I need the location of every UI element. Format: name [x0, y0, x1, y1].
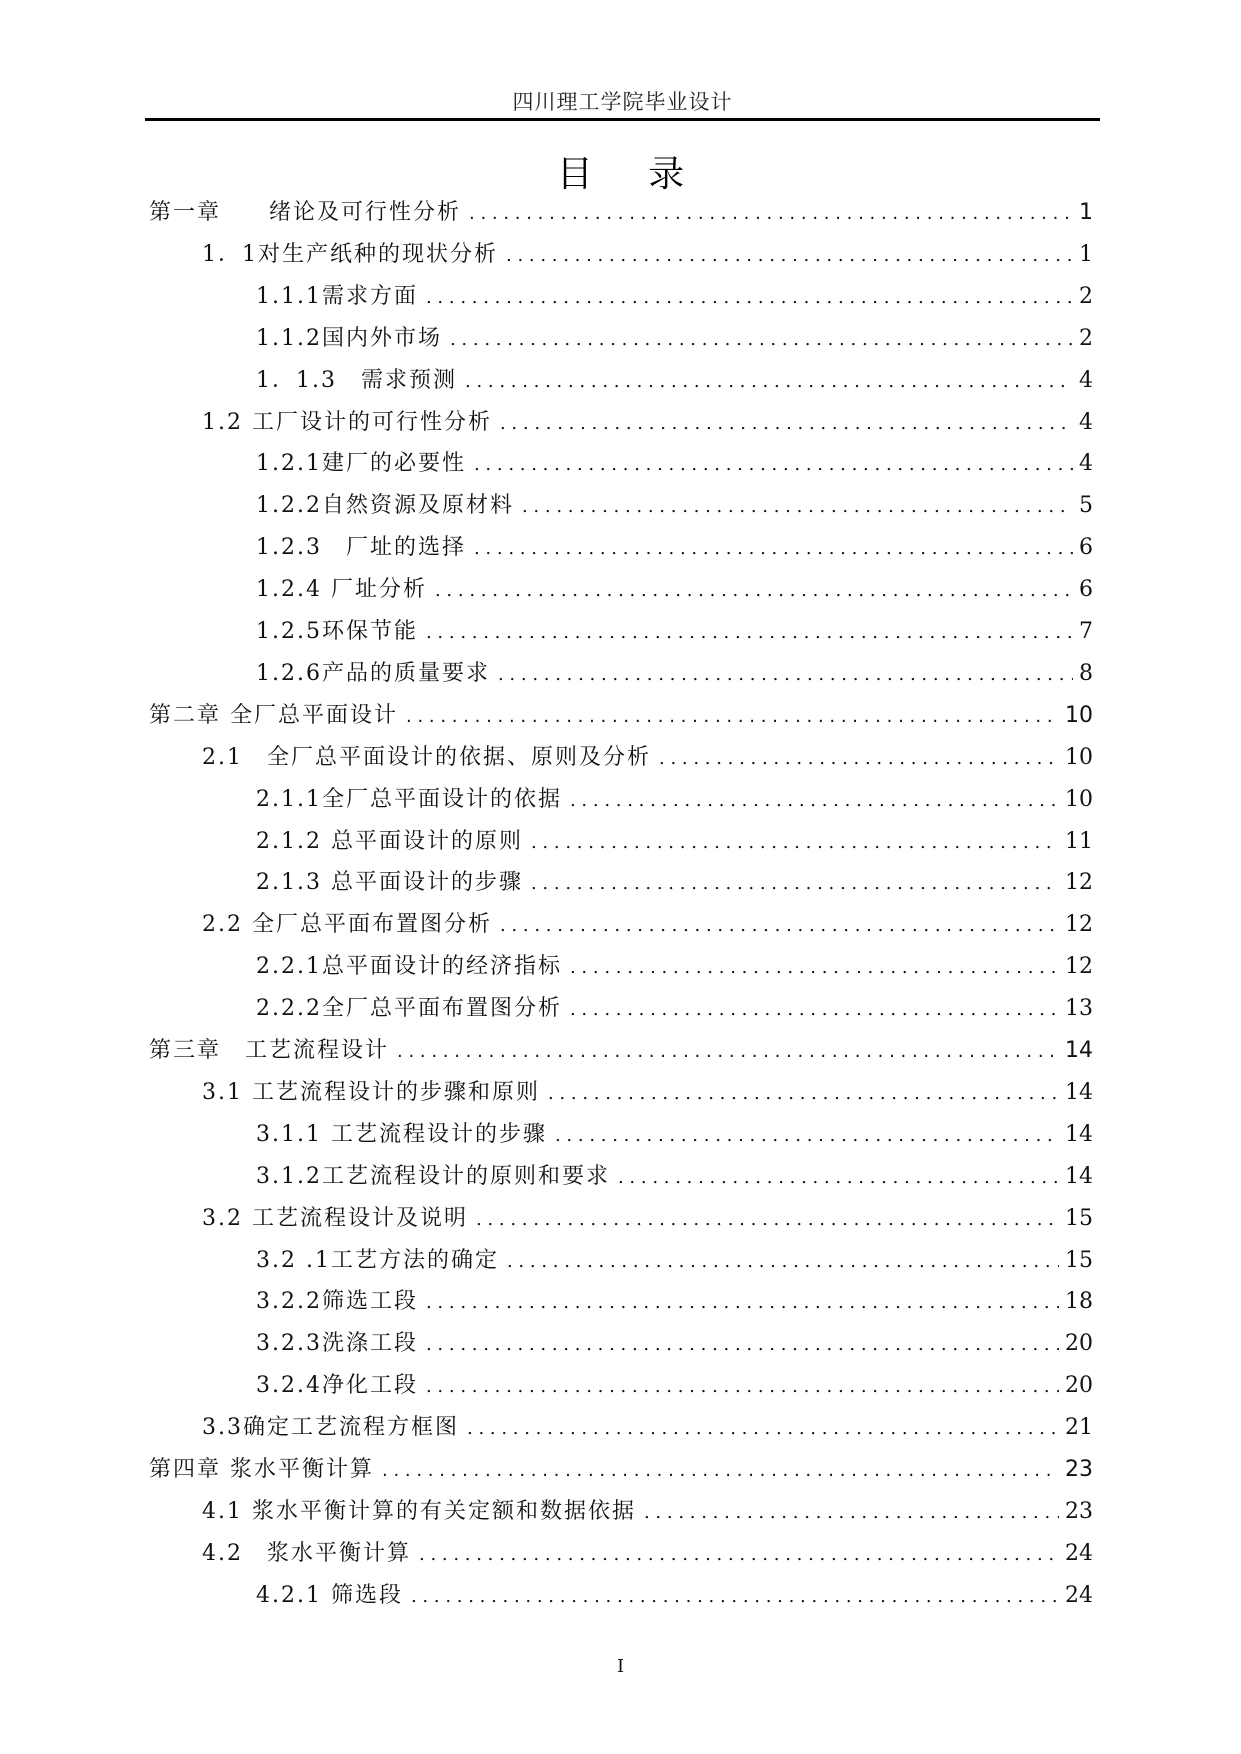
toc-dot-leader [397, 1035, 1059, 1069]
toc-entry-label: 3.2 .1工艺方法的确定 [256, 1247, 499, 1273]
toc-entry-label: 4.2.1 筛选段 [256, 1582, 403, 1608]
toc-entry-page: 5 [1079, 493, 1093, 519]
toc-dot-leader [570, 993, 1059, 1027]
toc-entry-label: 2.1.3 总平面设计的步骤 [256, 870, 523, 896]
toc-entry-label: 1.2.5环保节能 [256, 619, 418, 644]
toc-entry-level2[interactable] [202, 908, 1093, 942]
toc-entry-label: 1.1.1需求方面 [256, 283, 418, 309]
toc-entry-page: 15 [1065, 1247, 1093, 1273]
toc-entry-label: 第三章 工艺流程设计 [149, 1038, 390, 1063]
toc-entry-level3[interactable] [256, 573, 1093, 607]
toc-entry-page: 20 [1065, 1373, 1093, 1399]
toc-entry-label: 2.1 全厂总平面设计的依据、原则及分析 [202, 744, 651, 770]
toc-entry-label: 1.2.4 厂址分析 [256, 577, 427, 603]
toc-entry-page: 7 [1079, 619, 1093, 644]
toc-entry-label: 3.1.1 工艺流程设计的步骤 [256, 1121, 547, 1147]
toc-entry-level3[interactable] [256, 1327, 1093, 1361]
toc-entry-level3[interactable] [256, 280, 1093, 314]
toc-entry-level3[interactable] [256, 364, 1093, 398]
toc-entry-label: 4.2 浆水平衡计算 [202, 1540, 411, 1566]
toc-entry-page: 12 [1065, 954, 1093, 980]
toc-entry-level3[interactable] [256, 950, 1093, 984]
toc-entry-page: 14 [1065, 1163, 1093, 1189]
toc-dot-leader [426, 281, 1073, 315]
toc-dot-leader [555, 1119, 1059, 1153]
toc-entry-page: 15 [1065, 1205, 1093, 1231]
running-header: 四川理工学院毕业设计 [512, 90, 733, 114]
toc-entry-page: 11 [1065, 828, 1093, 854]
toc-entry-page: 8 [1079, 660, 1093, 686]
toc-entry-level3[interactable] [256, 825, 1093, 859]
toc-entry-page: 10 [1065, 702, 1093, 728]
toc-entry-level2[interactable] [202, 1202, 1093, 1236]
toc-entry-label: 2.1.1全厂总平面设计的依据 [256, 786, 562, 812]
header-rule [145, 118, 1100, 121]
toc-dot-leader [419, 1538, 1059, 1572]
toc-entry-page: 14 [1065, 1121, 1093, 1147]
toc-entry-level3[interactable] [256, 1285, 1093, 1319]
toc-dot-leader [467, 1412, 1059, 1446]
toc-entry-page: 24 [1065, 1540, 1093, 1566]
toc-entry-level2[interactable] [202, 238, 1093, 272]
toc-entry-level3[interactable] [256, 783, 1093, 817]
toc-entry-level3[interactable] [256, 992, 1093, 1026]
toc-entry-level3[interactable] [256, 1118, 1093, 1152]
toc-dot-leader [426, 1328, 1059, 1362]
toc-entry-level1[interactable] [149, 699, 1093, 733]
toc-entry-label: 3.3确定工艺流程方框图 [202, 1415, 459, 1441]
toc-dot-leader [426, 1286, 1059, 1320]
toc-entry-level3[interactable] [256, 447, 1093, 481]
toc-entry-level2[interactable] [202, 406, 1093, 440]
toc-entry-page: 4 [1079, 451, 1093, 477]
toc-dot-leader [498, 658, 1073, 692]
toc-entry-label: 3.2.3洗涤工段 [256, 1331, 418, 1357]
toc-entry-label: 1.2.3 厂址的选择 [256, 535, 466, 561]
toc-entry-label: 3.1 工艺流程设计的步骤和原则 [202, 1079, 540, 1105]
toc-entry-label: 1.2 工厂设计的可行性分析 [202, 409, 492, 435]
toc-dot-leader [570, 951, 1059, 985]
toc-dot-leader [506, 239, 1073, 273]
toc-dot-leader [522, 490, 1073, 524]
toc-entry-page: 12 [1065, 912, 1093, 938]
toc-dot-leader [474, 532, 1073, 566]
toc-dot-leader [411, 1580, 1059, 1614]
toc-entry-page: 1 [1079, 200, 1093, 225]
toc-dot-leader [644, 1496, 1059, 1530]
toc-entry-page: 10 [1065, 744, 1093, 770]
toc-entry-label: 2.2.2全厂总平面布置图分析 [256, 996, 562, 1022]
toc-dot-leader [450, 323, 1073, 357]
toc-dot-leader [476, 1203, 1059, 1237]
toc-entry-page: 2 [1079, 325, 1093, 351]
toc-entry-label: 2.2.1总平面设计的经济指标 [256, 954, 562, 980]
toc-dot-leader [531, 867, 1059, 901]
toc-entry-label: 1.2.1建厂的必要性 [256, 451, 466, 477]
toc-dot-leader [548, 1077, 1059, 1111]
toc-entry-level3[interactable] [256, 1369, 1093, 1403]
toc-entry-page: 21 [1065, 1415, 1093, 1441]
toc-entry-page: 1 [1079, 241, 1093, 267]
toc-entry-level3[interactable] [256, 1579, 1093, 1613]
toc-entry-page: 20 [1065, 1331, 1093, 1357]
toc-entry-label: 2.2 全厂总平面布置图分析 [202, 912, 492, 938]
toc-entry-page: 2 [1079, 283, 1093, 309]
toc-entry-page: 6 [1079, 535, 1093, 561]
toc-entry-label: 1．1.3 需求预测 [256, 367, 457, 393]
toc-entry-label: 2.1.2 总平面设计的原则 [256, 828, 523, 854]
toc-entry-label: 1.2.2自然资源及原材料 [256, 493, 514, 519]
toc-entry-label: 第二章 全厂总平面设计 [149, 702, 398, 728]
toc-entry-level3[interactable] [256, 322, 1093, 356]
toc-entry-level3[interactable] [256, 489, 1093, 523]
toc-entry-level2[interactable] [202, 1076, 1093, 1110]
toc-entry-label: 1．1对生产纸种的现状分析 [202, 241, 498, 267]
toc-entry-level3[interactable] [256, 866, 1093, 900]
toc-entry-label: 第四章 浆水平衡计算 [149, 1457, 374, 1482]
toc-dot-leader [382, 1454, 1059, 1488]
toc-entry-page: 23 [1065, 1457, 1093, 1482]
toc-entry-level3[interactable] [256, 1160, 1093, 1194]
toc-entry-level3[interactable] [256, 657, 1093, 691]
toc-entry-page: 4 [1079, 409, 1093, 435]
toc-entry-page: 12 [1065, 870, 1093, 896]
toc-dot-leader [426, 616, 1073, 650]
toc-entry-level3[interactable] [256, 615, 1093, 649]
toc-entry-page: 18 [1065, 1289, 1093, 1315]
toc-dot-leader [500, 407, 1073, 441]
toc-dot-leader [618, 1161, 1059, 1195]
toc-dot-leader [500, 909, 1059, 943]
toc-dot-leader [570, 784, 1059, 818]
toc-dot-leader [474, 448, 1073, 482]
toc-entry-label: 3.2.2筛选工段 [256, 1289, 418, 1315]
toc-dot-leader [465, 365, 1073, 399]
toc-entry-level1[interactable] [149, 196, 1093, 230]
toc-entry-level1[interactable] [149, 1034, 1093, 1068]
toc-dot-leader [426, 1370, 1059, 1404]
toc-entry-page: 14 [1065, 1079, 1093, 1105]
toc-dot-leader [435, 574, 1073, 608]
toc-entry-label: 3.2.4净化工段 [256, 1373, 418, 1399]
toc-entry-label: 3.2 工艺流程设计及说明 [202, 1205, 468, 1231]
toc-entry-label: 1.2.6产品的质量要求 [256, 660, 490, 686]
toc-entry-level2[interactable] [202, 1495, 1093, 1529]
toc-dot-leader [507, 1245, 1059, 1279]
toc-entry-page: 4 [1079, 367, 1093, 393]
toc-entry-page: 10 [1065, 786, 1093, 812]
toc-entry-level1[interactable] [149, 1453, 1093, 1487]
toc-entry-page: 23 [1065, 1498, 1093, 1524]
toc-entry-level3[interactable] [256, 531, 1093, 565]
toc-entry-label: 第一章 绪论及可行性分析 [149, 200, 462, 225]
toc-entry-level2[interactable] [202, 741, 1093, 775]
toc-entry-page: 6 [1079, 577, 1093, 603]
toc-entry-level2[interactable] [202, 1411, 1093, 1445]
toc-dot-leader [406, 700, 1059, 734]
toc-entry-level3[interactable] [256, 1244, 1093, 1278]
toc-entry-page: 13 [1065, 996, 1093, 1022]
toc-entry-page: 24 [1065, 1582, 1093, 1608]
toc-entry-label: 1.1.2国内外市场 [256, 325, 442, 351]
toc-entry-page: 14 [1065, 1038, 1093, 1063]
toc-title: 目 录 [556, 154, 707, 195]
footer-page-number: I [616, 1656, 625, 1677]
toc-entry-label: 3.1.2工艺流程设计的原则和要求 [256, 1163, 610, 1189]
toc-dot-leader [531, 826, 1059, 860]
toc-dot-leader [469, 197, 1073, 231]
toc-entry-label: 4.1 浆水平衡计算的有关定额和数据依据 [202, 1498, 636, 1524]
toc-entry-level2[interactable] [202, 1537, 1093, 1571]
toc-dot-leader [659, 742, 1059, 776]
